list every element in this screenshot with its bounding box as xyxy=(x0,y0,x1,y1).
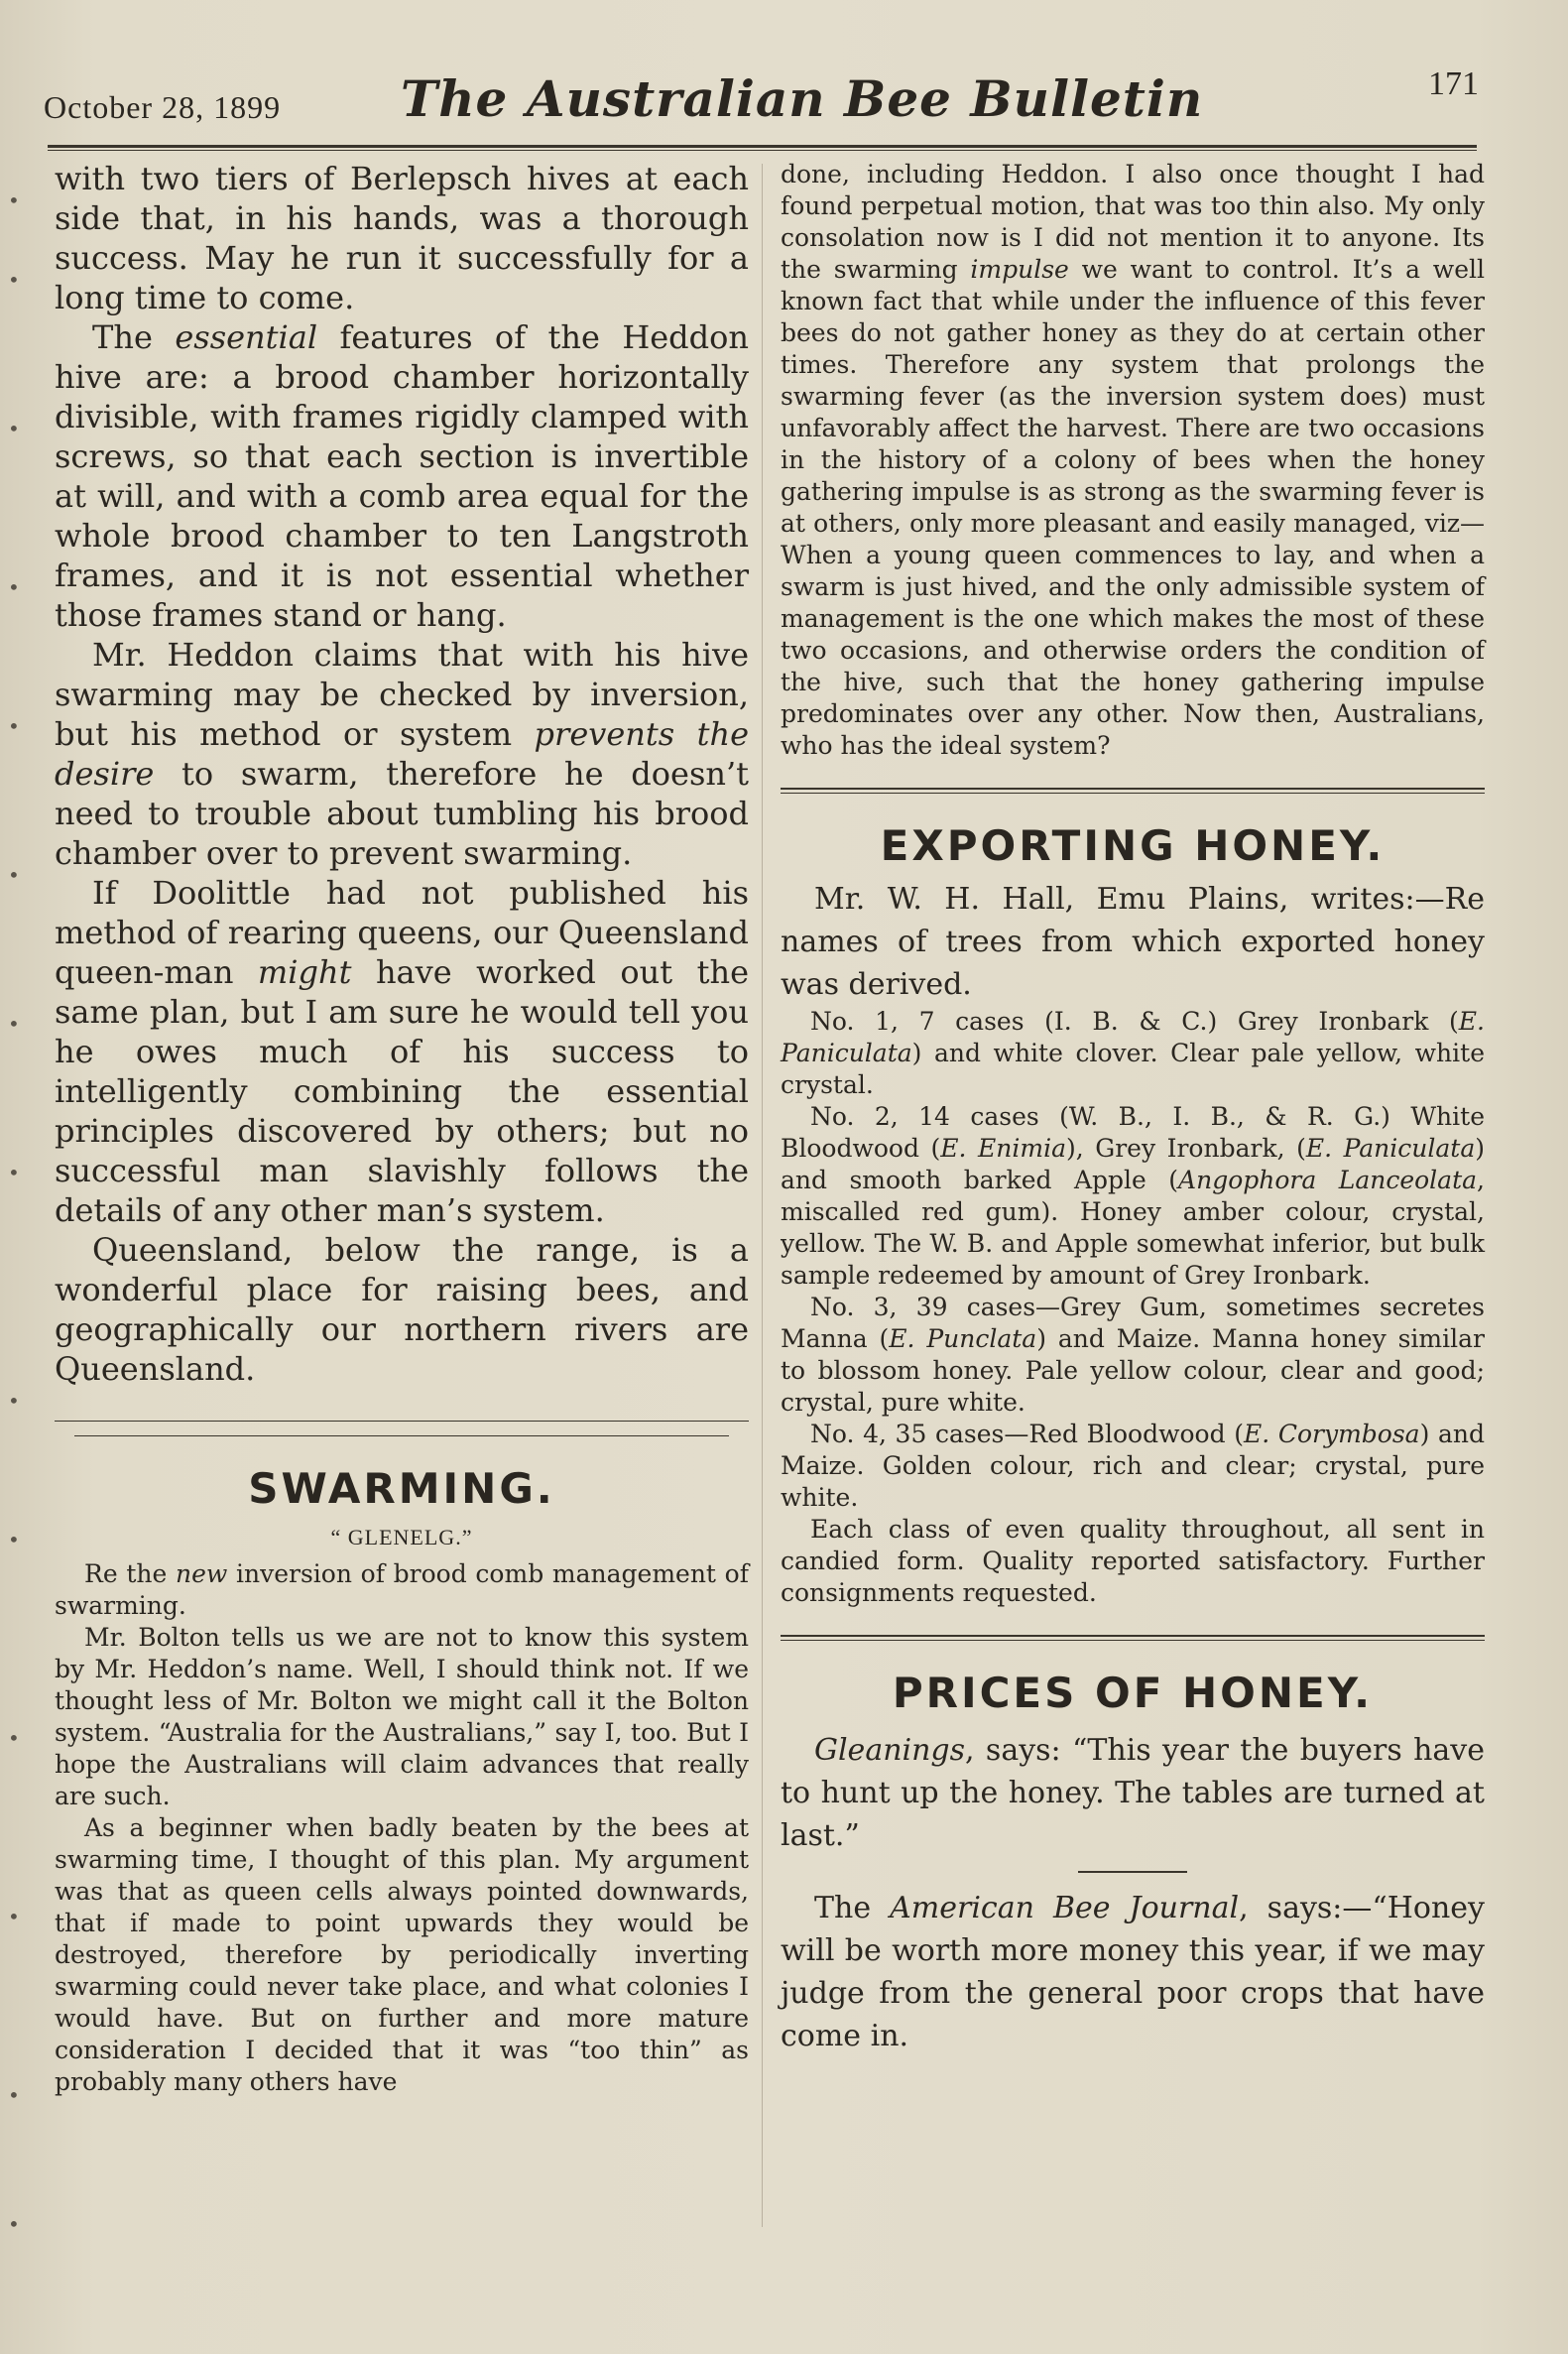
heddon-article-continuation xyxy=(55,159,749,1389)
exporting-intro xyxy=(781,878,1485,1006)
binding-hole-mark: • xyxy=(8,1905,20,1928)
binding-hole-mark: • xyxy=(8,575,20,599)
paragraph: Mr. W. H. Hall, Emu Plains, writes:—Re names of trees from which exported honey was derived. xyxy=(781,882,1485,1002)
binding-hole-mark: • xyxy=(8,1528,20,1551)
binding-hole-mark: • xyxy=(8,1161,20,1184)
binding-hole-mark: • xyxy=(8,714,20,738)
binding-hole-mark: • xyxy=(8,863,20,887)
prices-of-honey-title: PRICES OF HONEY. xyxy=(892,1669,1374,1717)
list-item: No. 4, 35 cases—Red Bloodwood (E. Corymbosa) and Maize. Golden colour, rich and clear; crystal, pure white. xyxy=(781,1420,1485,1512)
swarming-byline: “ GLENELG.” xyxy=(330,1525,473,1549)
paragraph: Mr. Heddon claims that with his hive swarming may be checked by inversion, but his method or system prevents the desire to swarm, therefore he doesn’t need to trouble about tumbling his brood chamber over to prevent swarming. xyxy=(55,636,749,872)
binding-hole-mark: • xyxy=(8,2212,20,2236)
paragraph: If Doolittle had not published his method of rearing queens, our Queensland queen-man might have worked out the same plan, but I am sure he would tell you he owes much of his success to intelligently combining the essential principles discovered by others; but no successful man slavishly follows the details of any other man’s system. xyxy=(55,874,750,1229)
paragraph: Gleanings, says: “This year the buyers have to hunt up the honey. The tables are turned at last.” xyxy=(781,1733,1485,1853)
list-item: No. 1, 7 cases (I. B. & C.) Grey Ironbark (E. Paniculata) and white clover. Clear pale yellow, white crystal. xyxy=(781,1007,1485,1099)
left-column xyxy=(55,159,749,2098)
binding-hole-mark: • xyxy=(8,2083,20,2107)
binding-hole-mark: • xyxy=(8,1389,20,1413)
paragraph: done, including Heddon. I also once thought I had found perpetual motion, that was too thin also. My only consolation now is I did not mention it to anyone. Its the swarming impulse we want to control. It’s a well known fact that while under the influence of this fever bees do not gather honey as they do at certain other times. Therefore any system that prolongs the swarming fever (as the inversion system does) must unfavorably affect the harvest. There are two occasions in the history of a colony of bees when the honey gathering impulse is as strong as the swarming fever is at others, only more pleasant and easily managed, viz—When a young queen commences to lay, and when a swarm is just hived, and the only admissible system of management is the one which makes the most of these two occasions, and otherwise orders the condition of the hive, such that the honey gathering impulse predominates over any other. Now then, Australians, who has the ideal system? xyxy=(781,160,1485,760)
exporting-honey-title: EXPORTING HONEY. xyxy=(880,821,1386,870)
swarming-article xyxy=(55,1558,749,2098)
paragraph: Queensland, below the range, is a wonderful place for raising bees, and geographically our northern rivers are Queensland. xyxy=(55,1231,749,1388)
binding-hole-mark: • xyxy=(8,1012,20,1036)
prices-article xyxy=(781,1729,1485,2057)
exporting-honey-list xyxy=(781,1006,1485,1609)
header-rule xyxy=(48,145,1477,148)
paragraph: Mr. Bolton tells us we are not to know this system by Mr. Heddon’s name. Well, I should think not. If we thought less of Mr. Bolton we might call it the Bolton system. “Australia for the Australians,” say I, too. But I hope the Australians will claim advances that really are such. xyxy=(55,1623,749,1810)
paragraph: Each class of even quality throughout, all sent in candied form. Quality reported satisfactory. Further consignments requested. xyxy=(781,1515,1485,1607)
binding-hole-mark: • xyxy=(8,188,20,212)
header-rule-thin xyxy=(48,150,1477,151)
binding-hole-mark: • xyxy=(8,268,20,292)
paragraph: As a beginner when badly beaten by the bees at swarming time, I thought of this plan. My argument was that as queen cells always pointed downwards, that if made to point upwards they would be destroyed, therefore by periodically inverting swarming could never take place, and what colonies I would have. But on further and more mature consideration I decided that it was “too thin” as probably many others have xyxy=(55,1813,749,2096)
issue-date: October 28, 1899 xyxy=(44,89,282,125)
swarming-continuation xyxy=(781,159,1485,762)
column-divider xyxy=(762,164,763,2227)
binding-hole-mark: • xyxy=(8,1726,20,1750)
short-rule xyxy=(1078,1871,1187,1873)
paragraph: The American Bee Journal, says:—“Honey will be worth more money this year, if we may judge from the general poor crops that have come in. xyxy=(781,1891,1485,2053)
binding-hole-mark: • xyxy=(8,417,20,440)
paragraph: The essential features of the Heddon hive are: a brood chamber horizontally divisible, with frames rigidly clamped with screws, so that each section is invertible at will, and with a comb area equal for the whole brood chamber to ten Langstroth frames, and it is not essential whether those frames stand or hang. xyxy=(55,318,749,634)
journal-title: The Australian Bee Bulletin xyxy=(401,69,1204,128)
list-item: No. 2, 14 cases (W. B., I. B., & R. G.) White Bloodwood (E. Enimia), Grey Ironbark, (E. Paniculata) and smooth barked Apple (Angophora Lanceolata, miscalled red gum). Honey amber colour, crystal, yellow. The W. B. and Apple somewhat inferior, but bulk sample redeemed by amount of Grey Ironbark. xyxy=(781,1102,1485,1290)
page-number: 171 xyxy=(1428,65,1479,102)
paragraph: with two tiers of Berlepsch hives at each side that, in his hands, was a thorough success. May he run it successfully for a long time to come. xyxy=(55,160,749,316)
right-column xyxy=(781,159,1485,2057)
swarming-title: SWARMING. xyxy=(248,1464,555,1513)
list-item: No. 3, 39 cases—Grey Gum, sometimes secretes Manna (E. Punclata) and Maize. Manna honey similar to blossom honey. Pale yellow colour, clear and good; crystal, pure white. xyxy=(781,1293,1485,1417)
section-rule xyxy=(55,1421,749,1422)
running-head xyxy=(44,60,1479,139)
paragraph: Re the new inversion of brood comb management of swarming. xyxy=(55,1559,749,1620)
